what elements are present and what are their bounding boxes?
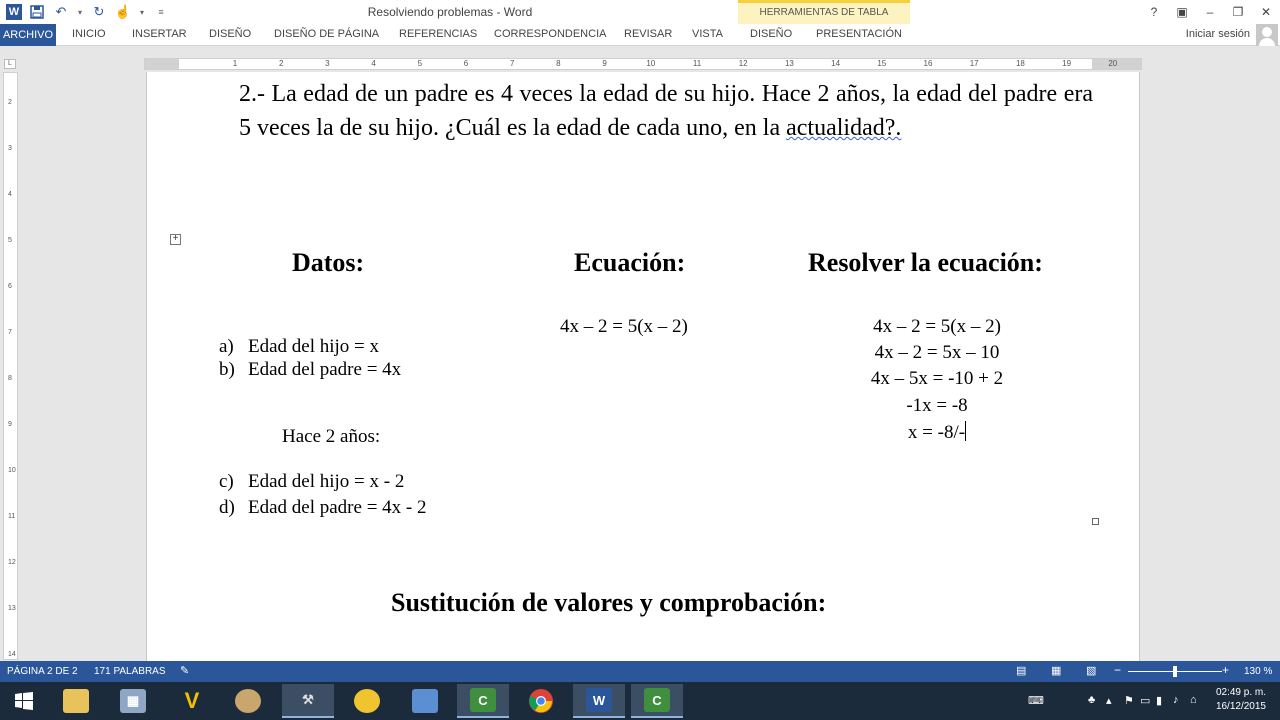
remote-desktop-icon[interactable] — [399, 684, 451, 718]
network-icon[interactable]: ▮ — [1156, 695, 1163, 707]
zoom-slider-thumb[interactable] — [1173, 666, 1177, 677]
zoom-out-button[interactable]: − — [1114, 663, 1122, 677]
vectorworks-icon[interactable]: V — [184, 688, 200, 713]
proofing-icon[interactable]: ✎ — [180, 665, 190, 677]
vertical-ruler[interactable] — [3, 72, 18, 660]
list-item — [219, 336, 379, 358]
tab-table-diseno[interactable]: DISEÑO — [750, 28, 793, 40]
zoom-level[interactable]: 130 % — [1244, 666, 1273, 677]
tray-app-icon[interactable]: ♣ — [1088, 694, 1096, 706]
list-item — [219, 471, 404, 493]
page-indicator[interactable]: PÁGINA 2 DE 2 — [7, 666, 78, 677]
hace-2-anos-label: Hace 2 años: — [282, 426, 381, 447]
table-resize-handle[interactable] — [1092, 518, 1099, 525]
sign-in-link[interactable]: Iniciar sesión — [1185, 28, 1250, 40]
ruler-number: 10 — [646, 59, 656, 68]
ruler-number: 9 — [8, 421, 12, 428]
undo-dropdown-icon[interactable]: ▾ — [77, 7, 82, 17]
undo-icon[interactable]: ↶ — [55, 4, 67, 19]
ruler-number: 10 — [8, 467, 16, 474]
print-layout-icon[interactable]: ▦ — [1051, 665, 1062, 677]
customize-qat-icon[interactable]: ≡ — [158, 7, 164, 17]
horizontal-ruler[interactable] — [0, 57, 1280, 71]
ruler-number: 4 — [8, 191, 12, 198]
ruler-number: 11 — [692, 59, 702, 68]
list-label: c) — [219, 471, 234, 492]
ruler-number: 16 — [923, 59, 933, 68]
ruler-number: 3 — [325, 59, 330, 68]
ruler-number: 12 — [8, 559, 16, 566]
ruler-number: 8 — [8, 375, 12, 382]
show-hidden-icons-icon[interactable]: ▴ — [1106, 695, 1112, 707]
calculator-icon[interactable]: ▦ — [107, 684, 159, 718]
sustitucion-heading: Sustitución de valores y comprobación: — [391, 588, 827, 617]
camtasia-recorder-icon[interactable]: C — [631, 684, 683, 718]
problem-text: La edad de un padre es 4 veces la edad de su hijo. Hace 2 años, la edad del padre era 5 veces la de su hijo. ¿Cuál es la edad de cada uno, en la — [239, 81, 1093, 141]
windows-logo-icon — [14, 691, 34, 711]
text-cursor — [965, 421, 966, 441]
table-tools-group-label: HERRAMIENTAS DE TABLA — [738, 0, 910, 24]
ecuacion-heading: Ecuación: — [574, 248, 686, 277]
tab-selector[interactable]: L — [4, 59, 16, 69]
list-item — [219, 359, 401, 381]
ruler-number: 20 — [1108, 59, 1118, 68]
table-move-handle-icon[interactable]: + — [170, 234, 181, 245]
tab-referencias[interactable]: REFERENCIAS — [399, 28, 478, 40]
ruler-number: 6 — [463, 59, 469, 68]
document-page[interactable] — [146, 72, 1140, 661]
list-item — [219, 497, 427, 519]
spelling-flagged-word[interactable]: actualidad?. — [786, 115, 902, 141]
ruler-number: 8 — [556, 59, 561, 68]
ruler-number: 14 — [831, 59, 841, 68]
minimize-icon[interactable]: – — [1206, 5, 1214, 19]
keyboard-icon[interactable]: ⌨ — [1028, 695, 1044, 707]
tools-app-icon[interactable]: ⚒ — [282, 684, 334, 718]
start-button[interactable] — [0, 684, 48, 718]
clock-date: 16/12/2015 — [1215, 701, 1266, 712]
ruler-number: 6 — [8, 283, 12, 290]
ruler-number: 14 — [8, 651, 16, 658]
solution-step: 4x – 2 = 5(x – 2) — [873, 316, 1001, 337]
touch-mode-icon[interactable]: ☝ — [114, 4, 132, 19]
flag-icon[interactable]: ⚑ — [1124, 695, 1134, 707]
ruler-number: 11 — [8, 513, 16, 520]
ruler-number: 13 — [8, 605, 16, 612]
character-app-icon[interactable] — [341, 684, 393, 718]
solution-step: x = -8/- — [907, 422, 966, 443]
paint-icon[interactable] — [222, 684, 274, 718]
ruler-number: 9 — [602, 59, 607, 68]
clock-time: 02:49 p. m. — [1215, 687, 1266, 698]
ruler-number: 7 — [509, 59, 515, 68]
window-controls — [1140, 0, 1280, 24]
problem-number: 2.- — [239, 81, 265, 107]
ruler-strip — [144, 58, 1142, 70]
ruler-number: 4 — [371, 59, 376, 68]
taskbar — [0, 682, 1280, 720]
equation: 4x – 2 = 5(x – 2) — [560, 316, 688, 337]
ruler-number: 15 — [877, 59, 887, 68]
user-avatar-icon[interactable] — [1256, 24, 1278, 46]
title-bar — [0, 0, 1280, 24]
solution-step: 4x – 5x = -10 + 2 — [870, 368, 1004, 389]
list-text: Edad del padre = 4x - 2 — [248, 497, 427, 518]
status-bar — [0, 661, 1280, 682]
word-count[interactable]: 171 PALABRAS — [94, 666, 166, 677]
tab-revisar[interactable]: REVISAR — [624, 28, 673, 40]
zoom-in-button[interactable]: + — [1222, 663, 1230, 677]
ruler-number: 7 — [8, 329, 12, 336]
camtasia-icon[interactable]: C — [457, 684, 509, 718]
list-text: Edad del hijo = x - 2 — [248, 471, 405, 492]
tab-diseno[interactable]: DISEÑO — [209, 28, 252, 40]
close-icon[interactable]: ✕ — [1260, 5, 1272, 19]
problem-statement[interactable] — [239, 77, 1093, 145]
read-mode-icon[interactable]: ▤ — [1016, 665, 1027, 677]
clock[interactable] — [1216, 686, 1266, 714]
file-explorer-icon[interactable] — [50, 684, 102, 718]
ribbon-tabs — [0, 24, 1280, 46]
ruler-number: 17 — [969, 59, 979, 68]
volume-icon[interactable]: ♪ — [1173, 694, 1179, 706]
web-layout-icon[interactable]: ▧ — [1086, 665, 1097, 677]
ribbon-display-options-icon[interactable]: ▣ — [1176, 5, 1188, 19]
ruler-number: 2 — [278, 59, 284, 68]
datos-heading: Datos: — [292, 248, 365, 277]
word-app-icon[interactable]: W — [6, 4, 22, 20]
list-text: Edad del hijo = x — [248, 336, 380, 357]
tab-vista[interactable]: VISTA — [692, 28, 723, 40]
touch-mode-dropdown-icon[interactable]: ▾ — [139, 7, 144, 17]
list-text: Edad del padre = 4x — [248, 359, 402, 380]
tab-insertar[interactable]: INSERTAR — [132, 28, 187, 40]
ruler-number: 13 — [784, 59, 794, 68]
document-title: Resolviendo problemas - Word — [367, 5, 533, 19]
tab-correspondencia[interactable]: CORRESPONDENCIA — [494, 28, 607, 40]
ruler-number: 5 — [8, 237, 12, 244]
list-label: b) — [219, 359, 235, 380]
ruler-number: 2 — [8, 99, 12, 106]
word-taskbar-icon[interactable]: W — [573, 684, 625, 718]
resolver-heading: Resolver la ecuación: — [808, 248, 1043, 277]
ruler-number: 3 — [8, 145, 12, 152]
tab-table-presentacion[interactable]: PRESENTACIÓN — [816, 28, 902, 40]
battery-icon[interactable]: ▭ — [1140, 695, 1151, 707]
help-button[interactable]: ? — [1150, 5, 1158, 19]
solution-step: -1x = -8 — [906, 395, 968, 416]
solution-step-current[interactable] — [807, 421, 1067, 444]
ruler-left-margin — [145, 59, 179, 69]
ruler-number: 12 — [738, 59, 748, 68]
ruler-number: 18 — [1015, 59, 1025, 68]
tab-archivo[interactable]: ARCHIVO — [0, 24, 56, 46]
ruler-number: 19 — [1062, 59, 1072, 68]
language-icon[interactable]: ⌂ — [1190, 694, 1197, 706]
list-label: d) — [219, 497, 235, 518]
redo-icon[interactable]: ↻ — [93, 4, 105, 19]
list-label: a) — [219, 336, 234, 357]
solution-step: 4x – 2 = 5x – 10 — [874, 342, 1000, 363]
restore-icon[interactable]: ❐ — [1232, 5, 1244, 19]
ruler-number: 5 — [417, 59, 423, 68]
ruler-number: 1 — [232, 59, 238, 68]
chrome-icon[interactable] — [515, 684, 567, 718]
tab-inicio[interactable]: INICIO — [72, 28, 106, 40]
tab-diseno-de-pagina[interactable]: DISEÑO DE PÁGINA — [274, 28, 380, 40]
